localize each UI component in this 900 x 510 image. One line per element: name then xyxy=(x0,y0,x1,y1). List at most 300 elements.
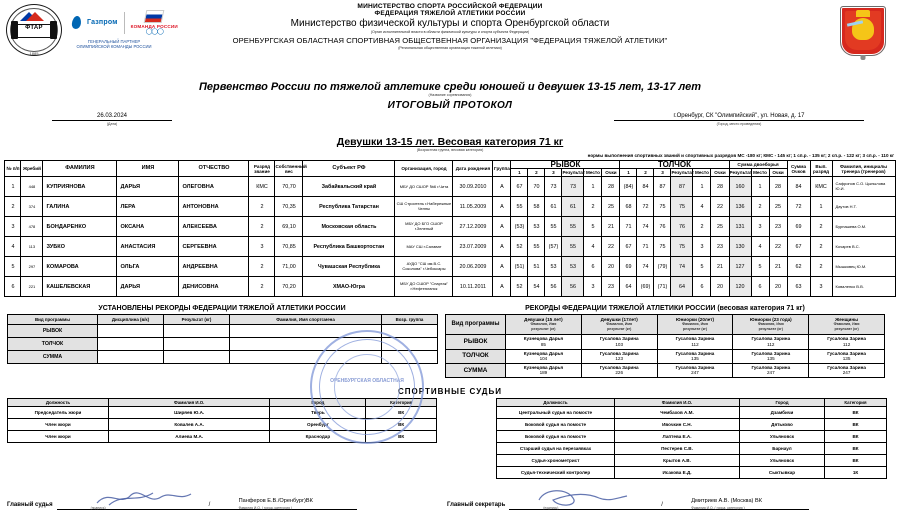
judge-role: Председатель жюри xyxy=(8,406,109,418)
cj-result: 75 xyxy=(671,237,693,257)
record-result xyxy=(164,325,230,338)
cj-result: 87 xyxy=(671,177,693,197)
judge-category: ВК xyxy=(825,442,887,454)
officials-header-row xyxy=(497,398,887,406)
results-header-row-1 xyxy=(5,161,895,169)
total-points: 22 xyxy=(769,237,787,257)
judge-role: Боковой судья на помосте xyxy=(497,418,615,430)
athlete-rank: 2 xyxy=(249,197,275,217)
team-russia-label: КОМАНДА РОССИИ xyxy=(130,24,178,29)
athlete-rank: КМС xyxy=(249,177,275,197)
cj-attempt-2: 84 xyxy=(637,177,654,197)
chief-judge-label: Главный судья xyxy=(7,501,53,508)
ftar-logo-year: 1885 xyxy=(29,51,39,56)
table-row xyxy=(5,237,895,257)
record-cell: Кузнецова Дарья 85 xyxy=(506,335,582,349)
snatch-attempt-3: 55 xyxy=(545,217,562,237)
snatch-points: 20 xyxy=(602,257,620,277)
snatch-attempt-1: (51) xyxy=(511,257,528,277)
sum-points: 84 xyxy=(787,177,810,197)
record-lift-name: РЫВОК xyxy=(8,325,98,338)
record-lift-name: ТОЛЧОК xyxy=(446,349,506,363)
chief-secretary-line xyxy=(509,493,809,510)
snatch-result: 61 xyxy=(562,197,584,217)
th-sum-points: Сумма Очков xyxy=(787,161,810,177)
snatch-attempt-3: 73 xyxy=(545,177,562,197)
jury-col-3: Категория xyxy=(366,398,437,406)
records-current-header-row xyxy=(446,315,885,335)
judge-role: Старший судья на перезаявках xyxy=(497,442,615,454)
total-place: 4 xyxy=(751,237,769,257)
cj-points: 22 xyxy=(711,197,729,217)
records-set-col-3: Фамилия, Имя спортсмена xyxy=(230,315,382,325)
chief-judge-slash: / xyxy=(208,501,211,508)
cj-result: 64 xyxy=(671,277,693,297)
athlete-patronymic: ОЛЕГОВНА xyxy=(179,177,249,197)
coach-name: Мышковец Ю.М. xyxy=(832,257,895,277)
judge-city: Ульяновск xyxy=(740,454,825,466)
judge-role: Член жюри xyxy=(8,430,109,442)
cj-attempt-1: 68 xyxy=(620,197,637,217)
th-cj-3: 3 xyxy=(654,169,671,177)
sum-points: 69 xyxy=(787,217,810,237)
athlete-surname: ГАЛИНА xyxy=(43,197,117,217)
record-lift-name: СУММА xyxy=(8,351,98,364)
total-place: 1 xyxy=(751,177,769,197)
coach-name: Бурнашева О.М. xyxy=(832,217,895,237)
chief-secretary-slash: / xyxy=(661,501,663,508)
records-set-table xyxy=(7,314,438,364)
achieved-rank: 2 xyxy=(810,217,832,237)
judge-city: Ульяновск xyxy=(740,430,825,442)
th-tot-place: Место xyxy=(751,169,769,177)
athlete-number: 2 xyxy=(5,197,21,217)
athlete-number: 6 xyxy=(5,277,21,297)
total-points: 23 xyxy=(769,217,787,237)
officials-row xyxy=(497,418,887,430)
cj-attempt-2: 74 xyxy=(637,217,654,237)
cj-place: 2 xyxy=(693,217,711,237)
cj-place: 5 xyxy=(693,257,711,277)
cj-result: 76 xyxy=(671,217,693,237)
cj-attempt-1: 67 xyxy=(620,237,637,257)
athlete-group: А xyxy=(493,237,511,257)
cj-attempt-2: 72 xyxy=(637,197,654,217)
records-current-table xyxy=(445,314,885,378)
snatch-attempt-3: 53 xyxy=(545,257,562,277)
athlete-org: МБУ ДО СШОР №6 г.Чита xyxy=(395,177,453,197)
judge-city: Оренбург xyxy=(270,418,366,430)
cj-attempt-2: 71 xyxy=(637,237,654,257)
th-rank-done: Вып. разряд xyxy=(810,161,832,177)
snatch-place: 4 xyxy=(584,237,602,257)
th-group: Группа xyxy=(493,161,511,177)
judge-name: Ширяев Ю.А. xyxy=(108,406,270,418)
th-patronymic: ОТЧЕСТВО xyxy=(179,161,249,177)
cj-attempt-1: 71 xyxy=(620,217,637,237)
record-age-group xyxy=(382,325,438,338)
athlete-group: А xyxy=(493,177,511,197)
snatch-points: 23 xyxy=(602,277,620,297)
chief-judge-signature xyxy=(7,493,447,510)
meta-row xyxy=(0,113,900,135)
achieved-rank: 2 xyxy=(810,237,832,257)
athlete-number: 5 xyxy=(5,257,21,277)
records-set-col-0: Вид программы xyxy=(8,315,98,325)
th-sn-points: Очки xyxy=(602,169,620,177)
records-set-col-4: Возр. группа xyxy=(382,315,438,325)
athlete-lot-number: 374 xyxy=(21,197,43,217)
total-result: 120 xyxy=(729,277,751,297)
th-coach: Фамилия, инициалы тренера (тренеров) xyxy=(832,161,895,177)
athlete-lot-number: 297 xyxy=(21,257,43,277)
officials-table xyxy=(496,398,887,479)
athlete-patronymic: ДЕНИСОВНА xyxy=(179,277,249,297)
regional-ministry-caption: (Орган исполнительной власти в области физической культуры и спорта субъекта Федерации) xyxy=(370,30,530,34)
athlete-surname: ЗУБКО xyxy=(43,237,117,257)
total-result: 160 xyxy=(729,177,751,197)
record-result xyxy=(164,351,230,364)
place-value: г.Оренбург, СК "Олимпийский", ул. Новая, д. 17 xyxy=(614,113,864,121)
th-region: Субъект РФ xyxy=(303,161,395,177)
athlete-org: СШ Строитель г.Набережные Челны xyxy=(395,197,453,217)
jury-header-row xyxy=(8,398,437,406)
athlete-patronymic: АНТОНОВНА xyxy=(179,197,249,217)
achieved-rank: 1 xyxy=(810,197,832,217)
snatch-points: 21 xyxy=(602,217,620,237)
organization-caption: (Региональная общественная организация тяжелой атлетики) xyxy=(398,46,502,50)
cj-place: 1 xyxy=(693,177,711,197)
chief-secretary-name: Дмитриев А.В. (Москва) ВК xyxy=(691,497,762,504)
athlete-lot-number: 221 xyxy=(21,277,43,297)
judge-category: ВК xyxy=(825,406,887,418)
snatch-result: 53 xyxy=(562,257,584,277)
snatch-attempt-3: 61 xyxy=(545,197,562,217)
results-table xyxy=(4,160,895,297)
total-result: 130 xyxy=(729,237,751,257)
cj-result: 74 xyxy=(671,257,693,277)
athlete-patronymic: АНДРЕЕВНА xyxy=(179,257,249,277)
jury-col-0: Должность xyxy=(8,398,109,406)
officials-col-3: Категория xyxy=(825,398,887,406)
judge-name: Крытов А.В. xyxy=(615,454,740,466)
snatch-place: 6 xyxy=(584,257,602,277)
snatch-attempt-3: (57) xyxy=(545,237,562,257)
snatch-attempt-2: 54 xyxy=(528,277,545,297)
athlete-org: МБУ ДО СШОР "Спартак" г.Нефтеюганск xyxy=(395,277,453,297)
record-cell: Гусалова Зарина 135 xyxy=(733,349,809,363)
judge-category: ВК xyxy=(366,406,437,418)
athlete-number: 1 xyxy=(5,177,21,197)
athlete-bodyweight: 70,35 xyxy=(275,197,303,217)
athlete-bodyweight: 71,00 xyxy=(275,257,303,277)
chief-judge-sign-caption: (подпись) xyxy=(90,505,106,510)
sum-points: 63 xyxy=(787,277,810,297)
cj-attempt-3: 75 xyxy=(654,197,671,217)
athlete-rank: 2 xyxy=(249,257,275,277)
th-rank: Разряд звание xyxy=(249,161,275,177)
cj-result: 75 xyxy=(671,197,693,217)
judge-role: Судья-хронометрист xyxy=(497,454,615,466)
snatch-points: 22 xyxy=(602,237,620,257)
athlete-bodyweight: 70,85 xyxy=(275,237,303,257)
achieved-rank: 3 xyxy=(810,277,832,297)
th-clean-jerk: ТОЛЧОК xyxy=(620,161,729,169)
stamp-text: ОРЕНБУРГСКАЯ ОБЛАСТНАЯ xyxy=(330,378,404,384)
judge-name: Пестерев С.В. xyxy=(615,442,740,454)
judge-category: ВК xyxy=(366,430,437,442)
officials-row xyxy=(497,442,887,454)
russian-flag-icon xyxy=(144,10,165,23)
athlete-patronymic: АЛЕКСЕЕВА xyxy=(179,217,249,237)
record-cell: Гусалова Зарина 247 xyxy=(809,363,885,377)
records-current-col-0: Девушки (15 лет) Фамилия, Имя результат (кг) xyxy=(506,315,582,335)
judge-name: Исакова Е.Д. xyxy=(615,466,740,478)
snatch-points: 28 xyxy=(602,177,620,197)
snatch-attempt-1: 52 xyxy=(511,277,528,297)
jury-col-2: Город xyxy=(270,398,366,406)
officials-col-0: Должность xyxy=(497,398,615,406)
judge-category: ВК xyxy=(825,454,887,466)
athlete-birthdate: 23.07.2009 xyxy=(453,237,493,257)
sum-points: 62 xyxy=(787,257,810,277)
athlete-firstname: ОЛЬГА xyxy=(117,257,179,277)
th-tot-points: Очки xyxy=(769,169,787,177)
cj-points: 21 xyxy=(711,257,729,277)
federation-line: ФЕДЕРАЦИЯ ТЯЖЕЛОЙ АТЛЕТИКИ РОССИИ xyxy=(374,10,526,17)
athlete-bodyweight: 69,10 xyxy=(275,217,303,237)
cj-points: 25 xyxy=(711,217,729,237)
records-current-title: РЕКОРДЫ ФЕДЕРАЦИИ ТЯЖЕЛОЙ АТЛЕТИКИ РОССИИ (весовая категория 71 кг) xyxy=(525,305,805,313)
regional-ministry-line: Министерство физической культуры и спорта Оренбургской области xyxy=(290,18,610,29)
ftar-logo-icon xyxy=(6,4,62,56)
total-place: 3 xyxy=(751,217,769,237)
record-cell: Гусалова Зарина 103 xyxy=(581,335,657,349)
partner-caption: ГЕНЕРАЛЬНЫЙ ПАРТНЕР ОЛИМПИЙСКОЙ КОМАНДЫ РОССИИ xyxy=(76,39,152,50)
athlete-group: А xyxy=(493,277,511,297)
protocol-title: ИТОГОВЫЙ ПРОТОКОЛ xyxy=(387,100,513,111)
total-result: 136 xyxy=(729,197,751,217)
athlete-region: Чувашская Республика xyxy=(303,257,395,277)
sum-points: 67 xyxy=(787,237,810,257)
logo-group xyxy=(6,4,178,56)
judges-section-title: СПОРТИВНЫЕ СУДЬИ xyxy=(397,386,502,396)
judge-category: ВК xyxy=(366,418,437,430)
athlete-group: А xyxy=(493,257,511,277)
jury-row xyxy=(8,406,437,418)
athlete-number: 4 xyxy=(5,237,21,257)
records-current-block xyxy=(445,305,885,378)
records-set-col-2: Результат (кг) xyxy=(164,315,230,325)
athlete-group: А xyxy=(493,197,511,217)
th-cj-points: Очки xyxy=(711,169,729,177)
athlete-region: Республика Татарстан xyxy=(303,197,395,217)
snatch-attempt-2: 55 xyxy=(528,237,545,257)
chief-secretary-name-caption: Фамилия И.О. ( город, категория ) xyxy=(691,505,745,510)
judge-city: Тверь xyxy=(270,406,366,418)
record-cell: Гусалова Зарина 123 xyxy=(581,349,657,363)
document-header xyxy=(0,0,900,80)
chief-secretary-sign-caption: (подпись) xyxy=(543,505,559,510)
chief-judge-line xyxy=(57,493,357,510)
judge-city: Краснодар xyxy=(270,430,366,442)
cj-attempt-2: (69) xyxy=(637,277,654,297)
athlete-bodyweight: 70,20 xyxy=(275,277,303,297)
sum-points: 72 xyxy=(787,197,810,217)
th-sn-result: Результат xyxy=(562,170,586,176)
total-points: 20 xyxy=(769,277,787,297)
records-current-col-3: Юниорки (23 года) Фамилия, Имя результат (кг) xyxy=(733,315,809,335)
team-russia-logo xyxy=(131,10,178,35)
record-discipline xyxy=(98,351,164,364)
th-cj-result: Результат xyxy=(671,170,695,176)
total-points: 28 xyxy=(769,177,787,197)
records-current-col-2: Юниорки (20лет) Фамилия, Имя результат (кг) xyxy=(657,315,733,335)
athlete-region: ХМАО-Югра xyxy=(303,277,395,297)
snatch-attempt-1: 55 xyxy=(511,197,528,217)
sponsor-logos xyxy=(72,4,178,50)
chief-judge-name: Панферов Е.В./Оренбург)ВК xyxy=(238,497,313,504)
records-set-row xyxy=(8,351,438,364)
athlete-number: 3 xyxy=(5,217,21,237)
record-athlete xyxy=(230,338,382,351)
cj-attempt-3: 75 xyxy=(654,237,671,257)
athlete-surname: КОМАРОВА xyxy=(43,257,117,277)
date-block xyxy=(52,113,172,126)
snatch-attempt-2: 51 xyxy=(528,257,545,277)
athlete-birthdate: 11.05.2009 xyxy=(453,197,493,217)
athlete-lot-number: 478 xyxy=(21,217,43,237)
cj-attempt-2: 74 xyxy=(637,257,654,277)
orenburg-coat-of-arms-icon xyxy=(840,6,886,56)
officials-row xyxy=(497,430,887,442)
judge-city: Дзамбичи xyxy=(740,406,825,418)
th-weigh-num: Жребий xyxy=(21,161,43,177)
records-section xyxy=(0,305,900,378)
snatch-place: 2 xyxy=(584,197,602,217)
cj-points: 20 xyxy=(711,277,729,297)
records-current-row xyxy=(446,363,885,377)
snatch-place: 5 xyxy=(584,217,602,237)
athlete-surname: БОНДАРЕНКО xyxy=(43,217,117,237)
records-current-row xyxy=(446,349,885,363)
record-cell: Гусалова Зарина 135 xyxy=(657,349,733,363)
snatch-place: 3 xyxy=(584,277,602,297)
officials-block xyxy=(447,398,887,479)
jury-table xyxy=(7,398,437,443)
chief-secretary-signature xyxy=(447,493,887,510)
th-sn-2: 2 xyxy=(528,169,545,177)
date-caption: (Дата) xyxy=(106,122,118,126)
th-cj-2: 2 xyxy=(637,169,654,177)
th-snatch: РЫВОК xyxy=(511,161,620,169)
record-result xyxy=(164,338,230,351)
cj-attempt-3: 87 xyxy=(654,177,671,197)
athlete-org: МБУ ДО БГО СШОР г.Зеленый xyxy=(395,217,453,237)
record-age-group xyxy=(382,351,438,364)
jury-row xyxy=(8,418,437,430)
judge-role: Центральный судья на помосте xyxy=(497,406,615,418)
officials-col-1: Фамилия И.О. xyxy=(615,398,740,406)
snatch-result: 55 xyxy=(562,217,584,237)
snatch-attempt-1: 52 xyxy=(511,237,528,257)
place-caption: (Город, место проведения) xyxy=(716,122,762,126)
athlete-surname: КАШЕЛЕВСКАЯ xyxy=(43,277,117,297)
coach-name: Сафронов С.О. Цыпылова Ю.И. xyxy=(832,177,895,197)
judge-role: Боковой судья на помосте xyxy=(497,430,615,442)
athlete-lot-number: 113 xyxy=(21,237,43,257)
record-cell: Кузнецова Дарья 104 xyxy=(506,349,582,363)
table-row xyxy=(5,197,895,217)
judge-city: Дятьково xyxy=(740,418,825,430)
judge-name: Чембахов А.М. xyxy=(615,406,740,418)
cj-attempt-3: (71) xyxy=(654,277,671,297)
records-current-row xyxy=(446,335,885,349)
athlete-birthdate: 20.06.2009 xyxy=(453,257,493,277)
jury-block xyxy=(7,398,437,479)
cj-attempt-1: (84) xyxy=(620,177,637,197)
records-current-col-program: Вид программы xyxy=(446,315,506,335)
records-set-title: УСТАНОВЛЕНЫ РЕКОРДЫ ФЕДЕРАЦИИ ТЯЖЕЛОЙ АТЛЕТИКИ РОССИИ xyxy=(98,305,346,313)
total-result: 131 xyxy=(729,217,751,237)
cj-place: 4 xyxy=(693,197,711,217)
total-result: 127 xyxy=(729,257,751,277)
olympic-rings-icon: ◯◯◯ xyxy=(145,29,163,35)
record-cell: Гусалова Зарина 247 xyxy=(657,363,733,377)
judge-city: Барнаул xyxy=(740,442,825,454)
athlete-region: Республика Башкортостан xyxy=(303,237,395,257)
achieved-rank: 2 xyxy=(810,257,832,277)
judge-name: Ивочкин С.Н. xyxy=(615,418,740,430)
cj-attempt-1: 69 xyxy=(620,257,637,277)
weight-category-caption: (Возрастная группа, весовая категория) xyxy=(416,148,484,152)
athlete-rank: 2 xyxy=(249,277,275,297)
th-bodyweight: Собственный вес xyxy=(275,161,303,177)
records-set-block xyxy=(7,305,437,378)
records-current-col-4: Женщины Фамилия, Имя результат (кг) xyxy=(809,315,885,335)
total-place: 6 xyxy=(751,277,769,297)
table-row xyxy=(5,257,895,277)
record-lift-name: РЫВОК xyxy=(446,335,506,349)
snatch-attempt-1: (53) xyxy=(511,217,528,237)
snatch-place: 1 xyxy=(584,177,602,197)
judge-category: ВК xyxy=(825,430,887,442)
snatch-result: 55 xyxy=(562,237,584,257)
coach-name: Даутов Н.Т. xyxy=(832,197,895,217)
athlete-firstname: ДАРЬЯ xyxy=(117,277,179,297)
th-sn-place: Место xyxy=(584,169,602,177)
athlete-rank: 2 xyxy=(249,217,275,237)
record-lift-name: ТОЛЧОК xyxy=(8,338,98,351)
athlete-birthdate: 30.09.2010 xyxy=(453,177,493,197)
record-lift-name: СУММА xyxy=(446,363,506,377)
table-row xyxy=(5,217,895,237)
judge-name: Ковалев А.А. xyxy=(108,418,270,430)
table-row xyxy=(5,177,895,197)
th-total-group: Сумма двоеборья xyxy=(729,161,787,169)
record-athlete xyxy=(230,351,382,364)
qualification-norms: нормы выполнения спортивных званий и спортивных разрядов МС -180 кг; КМС - 145 кг; 1 сп.р. - 135 кг; 2 сп.р. - 122 кг; 3 сп.р. - 110 кг xyxy=(587,153,894,158)
judge-name: Алиева М.А. xyxy=(108,430,270,442)
competition-title-caption: (Название соревнования) xyxy=(428,93,472,97)
ministry-line-1: МИНИСТЕРСТВО СПОРТА РОССИЙСКОЙ ФЕДЕРАЦИИ xyxy=(357,3,543,10)
snatch-attempt-1: 67 xyxy=(511,177,528,197)
gazprom-label: Газпром xyxy=(87,19,118,26)
judge-category: ВК xyxy=(825,418,887,430)
th-firstname: ИМЯ xyxy=(117,161,179,177)
officials-row xyxy=(497,454,887,466)
officials-col-2: Город xyxy=(740,398,825,406)
